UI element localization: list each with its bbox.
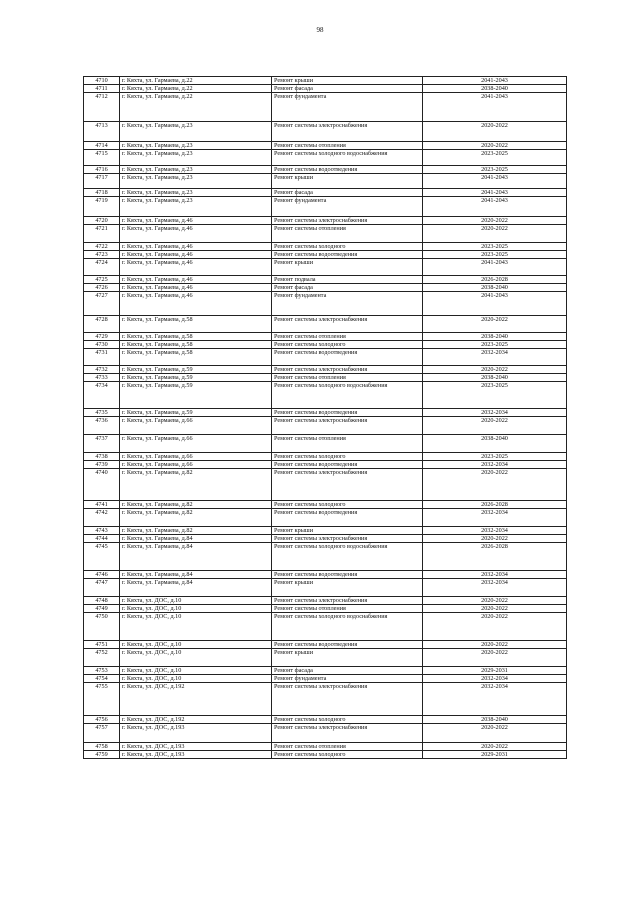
table-row	[84, 675, 567, 683]
row-number-cell: 4741	[84, 501, 120, 509]
table-row	[84, 189, 567, 197]
table-row	[84, 382, 567, 409]
period-cell: 2032-2034	[423, 571, 567, 579]
period-cell: 2023-2025	[423, 453, 567, 461]
work-type-cell: Ремонт фундамента	[272, 93, 423, 122]
period-cell: 2041-2043	[423, 93, 567, 122]
address-cell: г. Кяхта, ул. Гармаева, д.58	[120, 333, 272, 341]
table-row	[84, 225, 567, 243]
period-cell: 2020-2022	[423, 217, 567, 225]
address-cell: г. Кяхта, ул. Гармаева, д.66	[120, 461, 272, 469]
table-row	[84, 174, 567, 189]
work-type-cell: Ремонт крыши	[272, 259, 423, 276]
work-type-cell: Ремонт системы водоотведения	[272, 349, 423, 366]
work-type-cell: Ремонт системы холодного	[272, 501, 423, 509]
work-type-cell: Ремонт крыши	[272, 527, 423, 535]
period-cell: 2020-2022	[423, 417, 567, 435]
work-type-cell: Ремонт системы водоотведения	[272, 461, 423, 469]
row-number-cell: 4750	[84, 613, 120, 641]
period-cell: 2041-2043	[423, 77, 567, 85]
table-row	[84, 509, 567, 527]
work-type-cell: Ремонт системы электроснабжения	[272, 217, 423, 225]
work-type-cell: Ремонт системы электроснабжения	[272, 535, 423, 543]
table-row	[84, 366, 567, 374]
work-type-cell: Ремонт крыши	[272, 77, 423, 85]
period-cell: 2032-2034	[423, 683, 567, 716]
table-row	[84, 535, 567, 543]
row-number-cell: 4748	[84, 597, 120, 605]
period-cell: 2041-2043	[423, 189, 567, 197]
period-cell: 2023-2025	[423, 251, 567, 259]
work-type-cell: Ремонт фундамента	[272, 197, 423, 217]
row-number-cell: 4739	[84, 461, 120, 469]
period-cell: 2023-2025	[423, 166, 567, 174]
row-number-cell: 4753	[84, 667, 120, 675]
address-cell: г. Кяхта, ул. Гармаева, д.23	[120, 189, 272, 197]
row-number-cell: 4712	[84, 93, 120, 122]
row-number-cell: 4713	[84, 122, 120, 142]
table-body	[84, 77, 567, 759]
row-number-cell: 4732	[84, 366, 120, 374]
address-cell: г. Кяхта, ул. Гармаева, д.66	[120, 453, 272, 461]
table-row	[84, 597, 567, 605]
period-cell: 2032-2034	[423, 509, 567, 527]
work-type-cell: Ремонт фундамента	[272, 292, 423, 316]
work-type-cell: Ремонт фасада	[272, 85, 423, 93]
row-number-cell: 4743	[84, 527, 120, 535]
work-type-cell: Ремонт системы холодного	[272, 453, 423, 461]
address-cell: г. Кяхта, ул. Гармаева, д.59	[120, 382, 272, 409]
table-row	[84, 605, 567, 613]
table-row	[84, 641, 567, 649]
address-cell: г. Кяхта, ул. ДОС, д.10	[120, 641, 272, 649]
row-number-cell: 4736	[84, 417, 120, 435]
row-number-cell: 4740	[84, 469, 120, 501]
work-type-cell: Ремонт крыши	[272, 579, 423, 597]
table-row	[84, 417, 567, 435]
row-number-cell: 4727	[84, 292, 120, 316]
table-row	[84, 276, 567, 284]
work-type-cell: Ремонт системы водоотведения	[272, 409, 423, 417]
address-cell: г. Кяхта, ул. ДОС, д.192	[120, 683, 272, 716]
row-number-cell: 4744	[84, 535, 120, 543]
table-row	[84, 649, 567, 667]
table-row	[84, 751, 567, 759]
table-row	[84, 85, 567, 93]
address-cell: г. Кяхта, ул. Гармаева, д.82	[120, 509, 272, 527]
period-cell: 2038-2040	[423, 716, 567, 724]
table-row	[84, 743, 567, 751]
period-cell: 2020-2022	[423, 535, 567, 543]
row-number-cell: 4715	[84, 150, 120, 166]
table-row	[84, 683, 567, 716]
period-cell: 2041-2043	[423, 259, 567, 276]
work-type-cell: Ремонт системы холодного водоснабжения	[272, 150, 423, 166]
row-number-cell: 4734	[84, 382, 120, 409]
row-number-cell: 4746	[84, 571, 120, 579]
address-cell: г. Кяхта, ул. Гармаева, д.46	[120, 292, 272, 316]
period-cell: 2020-2022	[423, 605, 567, 613]
address-cell: г. Кяхта, ул. Гармаева, д.46	[120, 259, 272, 276]
table-row	[84, 435, 567, 453]
period-cell: 2023-2025	[423, 150, 567, 166]
address-cell: г. Кяхта, ул. Гармаева, д.46	[120, 225, 272, 243]
table-row	[84, 77, 567, 85]
table-row	[84, 409, 567, 417]
work-type-cell: Ремонт фундамента	[272, 675, 423, 683]
row-number-cell: 4730	[84, 341, 120, 349]
table-row	[84, 142, 567, 150]
row-number-cell: 4735	[84, 409, 120, 417]
address-cell: г. Кяхта, ул. Гармаева, д.23	[120, 150, 272, 166]
period-cell: 2029-2031	[423, 751, 567, 759]
work-type-cell: Ремонт системы электроснабжения	[272, 724, 423, 743]
work-type-cell: Ремонт системы отопления	[272, 743, 423, 751]
work-type-cell: Ремонт системы электроснабжения	[272, 597, 423, 605]
work-type-cell: Ремонт фасада	[272, 284, 423, 292]
period-cell: 2020-2022	[423, 316, 567, 333]
row-number-cell: 4710	[84, 77, 120, 85]
address-cell: г. Кяхта, ул. ДОС, д.10	[120, 597, 272, 605]
period-cell: 2032-2034	[423, 579, 567, 597]
period-cell: 2026-2028	[423, 276, 567, 284]
work-type-cell: Ремонт системы отопления	[272, 605, 423, 613]
row-number-cell: 4728	[84, 316, 120, 333]
table-row	[84, 374, 567, 382]
repair-schedule-table	[83, 76, 567, 759]
row-number-cell: 4714	[84, 142, 120, 150]
table-row	[84, 316, 567, 333]
table-row	[84, 579, 567, 597]
row-number-cell: 4731	[84, 349, 120, 366]
table-row	[84, 166, 567, 174]
period-cell: 2032-2034	[423, 409, 567, 417]
address-cell: г. Кяхта, ул. Гармаева, д.59	[120, 366, 272, 374]
address-cell: г. Кяхта, ул. Гармаева, д.84	[120, 543, 272, 571]
work-type-cell: Ремонт системы водоотведения	[272, 641, 423, 649]
row-number-cell: 4724	[84, 259, 120, 276]
work-type-cell: Ремонт системы отопления	[272, 225, 423, 243]
address-cell: г. Кяхта, ул. Гармаева, д.22	[120, 85, 272, 93]
period-cell: 2038-2040	[423, 374, 567, 382]
table-row	[84, 243, 567, 251]
row-number-cell: 4719	[84, 197, 120, 217]
address-cell: г. Кяхта, ул. Гармаева, д.46	[120, 217, 272, 225]
period-cell: 2023-2025	[423, 382, 567, 409]
address-cell: г. Кяхта, ул. Гармаева, д.58	[120, 341, 272, 349]
table-row	[84, 341, 567, 349]
period-cell: 2032-2034	[423, 461, 567, 469]
address-cell: г. Кяхта, ул. Гармаева, д.22	[120, 93, 272, 122]
work-type-cell: Ремонт системы отопления	[272, 142, 423, 150]
work-type-cell: Ремонт системы холодного	[272, 341, 423, 349]
row-number-cell: 4718	[84, 189, 120, 197]
work-type-cell: Ремонт системы отопления	[272, 333, 423, 341]
row-number-cell: 4737	[84, 435, 120, 453]
row-number-cell: 4752	[84, 649, 120, 667]
address-cell: г. Кяхта, ул. ДОС, д.10	[120, 605, 272, 613]
row-number-cell: 4756	[84, 716, 120, 724]
row-number-cell: 4720	[84, 217, 120, 225]
address-cell: г. Кяхта, ул. Гармаева, д.82	[120, 501, 272, 509]
row-number-cell: 4738	[84, 453, 120, 461]
work-type-cell: Ремонт системы электроснабжения	[272, 122, 423, 142]
table-row	[84, 667, 567, 675]
address-cell: г. Кяхта, ул. ДОС, д.193	[120, 724, 272, 743]
row-number-cell: 4747	[84, 579, 120, 597]
period-cell: 2026-2028	[423, 501, 567, 509]
page-number: 98	[316, 26, 324, 34]
row-number-cell: 4716	[84, 166, 120, 174]
table-row	[84, 716, 567, 724]
address-cell: г. Кяхта, ул. Гармаева, д.23	[120, 122, 272, 142]
address-cell: г. Кяхта, ул. ДОС, д.10	[120, 667, 272, 675]
period-cell: 2020-2022	[423, 366, 567, 374]
table-row	[84, 527, 567, 535]
address-cell: г. Кяхта, ул. Гармаева, д.59	[120, 409, 272, 417]
row-number-cell: 4754	[84, 675, 120, 683]
address-cell: г. Кяхта, ул. Гармаева, д.23	[120, 174, 272, 189]
period-cell: 2020-2022	[423, 641, 567, 649]
address-cell: г. Кяхта, ул. Гармаева, д.58	[120, 349, 272, 366]
work-type-cell: Ремонт системы холодного водоснабжения	[272, 613, 423, 641]
address-cell: г. Кяхта, ул. ДОС, д.10	[120, 613, 272, 641]
table-row	[84, 543, 567, 571]
address-cell: г. Кяхта, ул. Гармаева, д.23	[120, 166, 272, 174]
address-cell: г. Кяхта, ул. Гармаева, д.59	[120, 374, 272, 382]
period-cell: 2023-2025	[423, 243, 567, 251]
table-row	[84, 571, 567, 579]
table-row	[84, 259, 567, 276]
work-type-cell: Ремонт системы холодного	[272, 243, 423, 251]
row-number-cell: 4717	[84, 174, 120, 189]
period-cell: 2032-2034	[423, 527, 567, 535]
work-type-cell: Ремонт фасада	[272, 667, 423, 675]
work-type-cell: Ремонт системы отопления	[272, 435, 423, 453]
address-cell: г. Кяхта, ул. Гармаева, д.46	[120, 243, 272, 251]
table-row	[84, 284, 567, 292]
address-cell: г. Кяхта, ул. Гармаева, д.46	[120, 284, 272, 292]
table-row	[84, 197, 567, 217]
work-type-cell: Ремонт системы холодного	[272, 751, 423, 759]
work-type-cell: Ремонт фасада	[272, 189, 423, 197]
period-cell: 2020-2022	[423, 122, 567, 142]
address-cell: г. Кяхта, ул. ДОС, д.193	[120, 751, 272, 759]
period-cell: 2038-2040	[423, 85, 567, 93]
period-cell: 2023-2025	[423, 341, 567, 349]
table-row	[84, 349, 567, 366]
address-cell: г. Кяхта, ул. Гармаева, д.58	[120, 316, 272, 333]
table-row	[84, 251, 567, 259]
work-type-cell: Ремонт системы холодного водоснабжения	[272, 382, 423, 409]
table-row	[84, 333, 567, 341]
row-number-cell: 4759	[84, 751, 120, 759]
period-cell: 2041-2043	[423, 174, 567, 189]
period-cell: 2020-2022	[423, 597, 567, 605]
row-number-cell: 4723	[84, 251, 120, 259]
table-row	[84, 613, 567, 641]
row-number-cell: 4742	[84, 509, 120, 527]
address-cell: г. Кяхта, ул. Гармаева, д.84	[120, 579, 272, 597]
table-row	[84, 122, 567, 142]
row-number-cell: 4729	[84, 333, 120, 341]
row-number-cell: 4725	[84, 276, 120, 284]
work-type-cell: Ремонт системы электроснабжения	[272, 417, 423, 435]
period-cell: 2020-2022	[423, 743, 567, 751]
period-cell: 2020-2022	[423, 649, 567, 667]
work-type-cell: Ремонт системы водоотведения	[272, 251, 423, 259]
period-cell: 2038-2040	[423, 435, 567, 453]
period-cell: 2020-2022	[423, 613, 567, 641]
period-cell: 2041-2043	[423, 292, 567, 316]
work-type-cell: Ремонт системы водоотведения	[272, 509, 423, 527]
work-type-cell: Ремонт системы холодного водоснабжения	[272, 543, 423, 571]
work-type-cell: Ремонт подвала	[272, 276, 423, 284]
row-number-cell: 4751	[84, 641, 120, 649]
table-row	[84, 469, 567, 501]
address-cell: г. Кяхта, ул. Гармаева, д.22	[120, 77, 272, 85]
row-number-cell: 4757	[84, 724, 120, 743]
work-type-cell: Ремонт системы водоотведения	[272, 166, 423, 174]
table-row	[84, 453, 567, 461]
address-cell: г. Кяхта, ул. Гармаева, д.23	[120, 197, 272, 217]
period-cell: 2041-2043	[423, 197, 567, 217]
table-row	[84, 461, 567, 469]
table-row	[84, 150, 567, 166]
address-cell: г. Кяхта, ул. Гармаева, д.84	[120, 571, 272, 579]
table-row	[84, 501, 567, 509]
table-row	[84, 292, 567, 316]
work-type-cell: Ремонт системы электроснабжения	[272, 366, 423, 374]
address-cell: г. Кяхта, ул. Гармаева, д.46	[120, 251, 272, 259]
row-number-cell: 4726	[84, 284, 120, 292]
address-cell: г. Кяхта, ул. Гармаева, д.23	[120, 142, 272, 150]
work-type-cell: Ремонт системы водоотведения	[272, 571, 423, 579]
period-cell: 2020-2022	[423, 142, 567, 150]
address-cell: г. Кяхта, ул. ДОС, д.192	[120, 716, 272, 724]
period-cell: 2038-2040	[423, 333, 567, 341]
work-type-cell: Ремонт системы электроснабжения	[272, 469, 423, 501]
work-type-cell: Ремонт системы электроснабжения	[272, 683, 423, 716]
address-cell: г. Кяхта, ул. ДОС, д.10	[120, 675, 272, 683]
table-row	[84, 93, 567, 122]
row-number-cell: 4745	[84, 543, 120, 571]
period-cell: 2026-2028	[423, 543, 567, 571]
period-cell: 2038-2040	[423, 284, 567, 292]
address-cell: г. Кяхта, ул. Гармаева, д.66	[120, 435, 272, 453]
period-cell: 2029-2031	[423, 667, 567, 675]
row-number-cell: 4755	[84, 683, 120, 716]
work-type-cell: Ремонт системы электроснабжения	[272, 316, 423, 333]
period-cell: 2032-2034	[423, 349, 567, 366]
work-type-cell: Ремонт крыши	[272, 649, 423, 667]
period-cell: 2020-2022	[423, 469, 567, 501]
address-cell: г. Кяхта, ул. Гармаева, д.82	[120, 469, 272, 501]
row-number-cell: 4721	[84, 225, 120, 243]
row-number-cell: 4722	[84, 243, 120, 251]
work-type-cell: Ремонт системы отопления	[272, 374, 423, 382]
table-row	[84, 217, 567, 225]
row-number-cell: 4733	[84, 374, 120, 382]
period-cell: 2020-2022	[423, 225, 567, 243]
address-cell: г. Кяхта, ул. Гармаева, д.84	[120, 535, 272, 543]
row-number-cell: 4711	[84, 85, 120, 93]
row-number-cell: 4749	[84, 605, 120, 613]
address-cell: г. Кяхта, ул. Гармаева, д.46	[120, 276, 272, 284]
address-cell: г. Кяхта, ул. ДОС, д.10	[120, 649, 272, 667]
table-row	[84, 724, 567, 743]
address-cell: г. Кяхта, ул. Гармаева, д.82	[120, 527, 272, 535]
period-cell: 2020-2022	[423, 724, 567, 743]
work-type-cell: Ремонт системы холодного	[272, 716, 423, 724]
address-cell: г. Кяхта, ул. Гармаева, д.66	[120, 417, 272, 435]
row-number-cell: 4758	[84, 743, 120, 751]
work-type-cell: Ремонт крыши	[272, 174, 423, 189]
address-cell: г. Кяхта, ул. ДОС, д.193	[120, 743, 272, 751]
period-cell: 2032-2034	[423, 675, 567, 683]
